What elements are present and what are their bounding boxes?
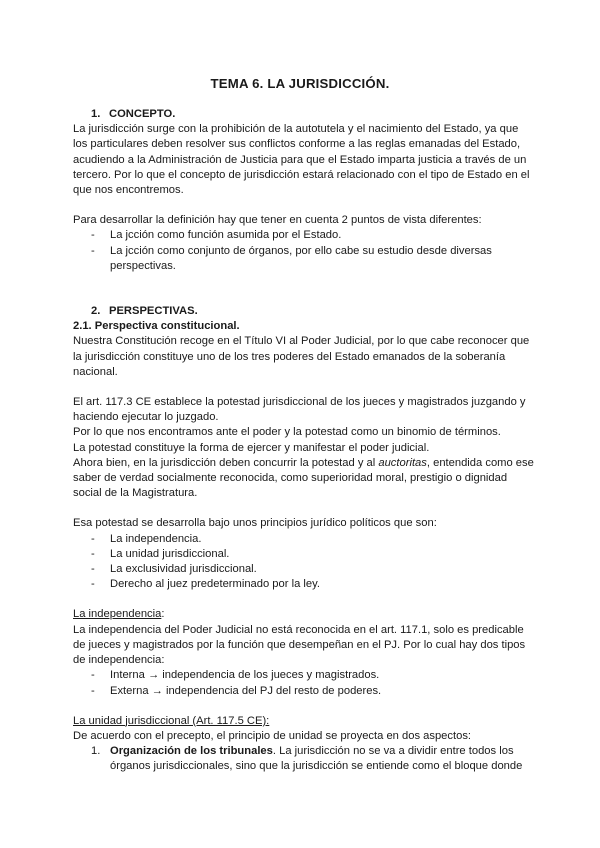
list-item xyxy=(73,744,535,774)
bullet-list xyxy=(73,668,535,698)
bold-term: Organización de los tribunales xyxy=(110,745,273,758)
list-item: - Interna → independencia de los jueces y magistrados. xyxy=(73,668,535,683)
section-heading-perspectivas xyxy=(73,304,535,319)
text-run: Ahora bien, en la jurisdicción deben concurrir la potestad y al xyxy=(73,456,379,469)
list-item: - La jcción como función asumida por el Estado. xyxy=(73,228,535,243)
subsection-heading: 2.1. Perspectiva constitucional. xyxy=(73,320,240,333)
underlined-heading: La independencia xyxy=(73,608,162,621)
paragraph: El art. 117.3 CE establece la potestad jurisdiccional de los jueces y magistrados juzgando y haciendo ejecutar lo juzgado. xyxy=(73,396,526,424)
paragraph: La jurisdicción surge con la prohibición de la autotutela y el nacimiento del Estado, ya que los particulares deben resolver sus conflictos conforme a las reglas emanadas del Estado, acudiendo a la Administración de Justicia para que el Estado imparta justicia a través de un tercero. Por lo que el concepto de jurisdicción estará relacionado con el tipo de Estado en el que nos encontremos. xyxy=(73,123,530,197)
section-title: CONCEPTO. xyxy=(109,108,176,120)
section-number: 1. xyxy=(91,108,101,120)
list-item: - Externa → independencia del PJ del resto de poderes. xyxy=(73,684,535,699)
document-body xyxy=(73,107,535,775)
page-title: TEMA 6. LA JURISDICCIÓN. xyxy=(210,76,390,91)
paragraph: Por lo que nos encontramos ante el poder y la potestad como un binomio de términos. xyxy=(73,426,501,439)
list-item: - Derecho al juez predeterminado por la ley. xyxy=(73,577,535,592)
principles-list xyxy=(73,532,535,593)
paragraph: La potestad constituye la forma de ejercer y manifestar el poder judicial. xyxy=(73,441,430,454)
list-item: - La unidad jurisdiccional. xyxy=(73,547,535,562)
bullet-list xyxy=(73,228,535,274)
list-item: - La independencia. xyxy=(73,532,535,547)
paragraph: Para desarrollar la definición hay que tener en cuenta 2 puntos de vista diferentes: xyxy=(73,214,482,227)
section-title: PERSPECTIVAS. xyxy=(109,305,198,318)
list-number: 1. xyxy=(91,745,101,758)
unidad-heading: La unidad jurisdiccional (Art. 117.5 CE): xyxy=(73,714,270,727)
text-run: . La jurisdicción no se va a dividir entre todos los órganos jurisdiccionales, sino que la jurisdicción se entiende como el bloque donde xyxy=(110,745,523,773)
italic-term: auctoritas xyxy=(378,456,427,469)
paragraph xyxy=(73,456,535,502)
list-item: - La exclusividad jurisdiccional. xyxy=(73,562,535,577)
paragraph: Esa potestad se desarrolla bajo unos principios jurídico políticos que son: xyxy=(73,517,437,530)
paragraph: Nuestra Constitución recoge en el Título VI al Poder Judicial, por lo que cabe reconocer que la jurisdicción constituye uno de los tres poderes del Estado emanados de la soberanía nacional. xyxy=(73,335,530,378)
text-run: , entendida como ese saber de verdad socialmente reconocida, como superioridad moral, prestigio o dignidad social de la Magistratura. xyxy=(73,456,534,500)
paragraph: La independencia del Poder Judicial no está reconocida en el art. 117.1, solo es predicable de jueces y magistrados por la función que desempeñan en el PJ. Por lo cual hay dos tipos de independencia: xyxy=(73,623,526,667)
paragraph: De acuerdo con el precepto, el principio de unidad se proyecta en dos aspectos: xyxy=(73,729,472,742)
section-heading-concepto xyxy=(73,107,535,122)
numbered-list xyxy=(73,744,535,774)
independencia-heading xyxy=(73,607,535,622)
heading-colon: : xyxy=(161,608,165,621)
list-item: - La jcción como conjunto de órganos, por ello cabe su estudio desde diversas perspectivas. xyxy=(73,244,535,274)
section-number: 2. xyxy=(91,305,101,318)
